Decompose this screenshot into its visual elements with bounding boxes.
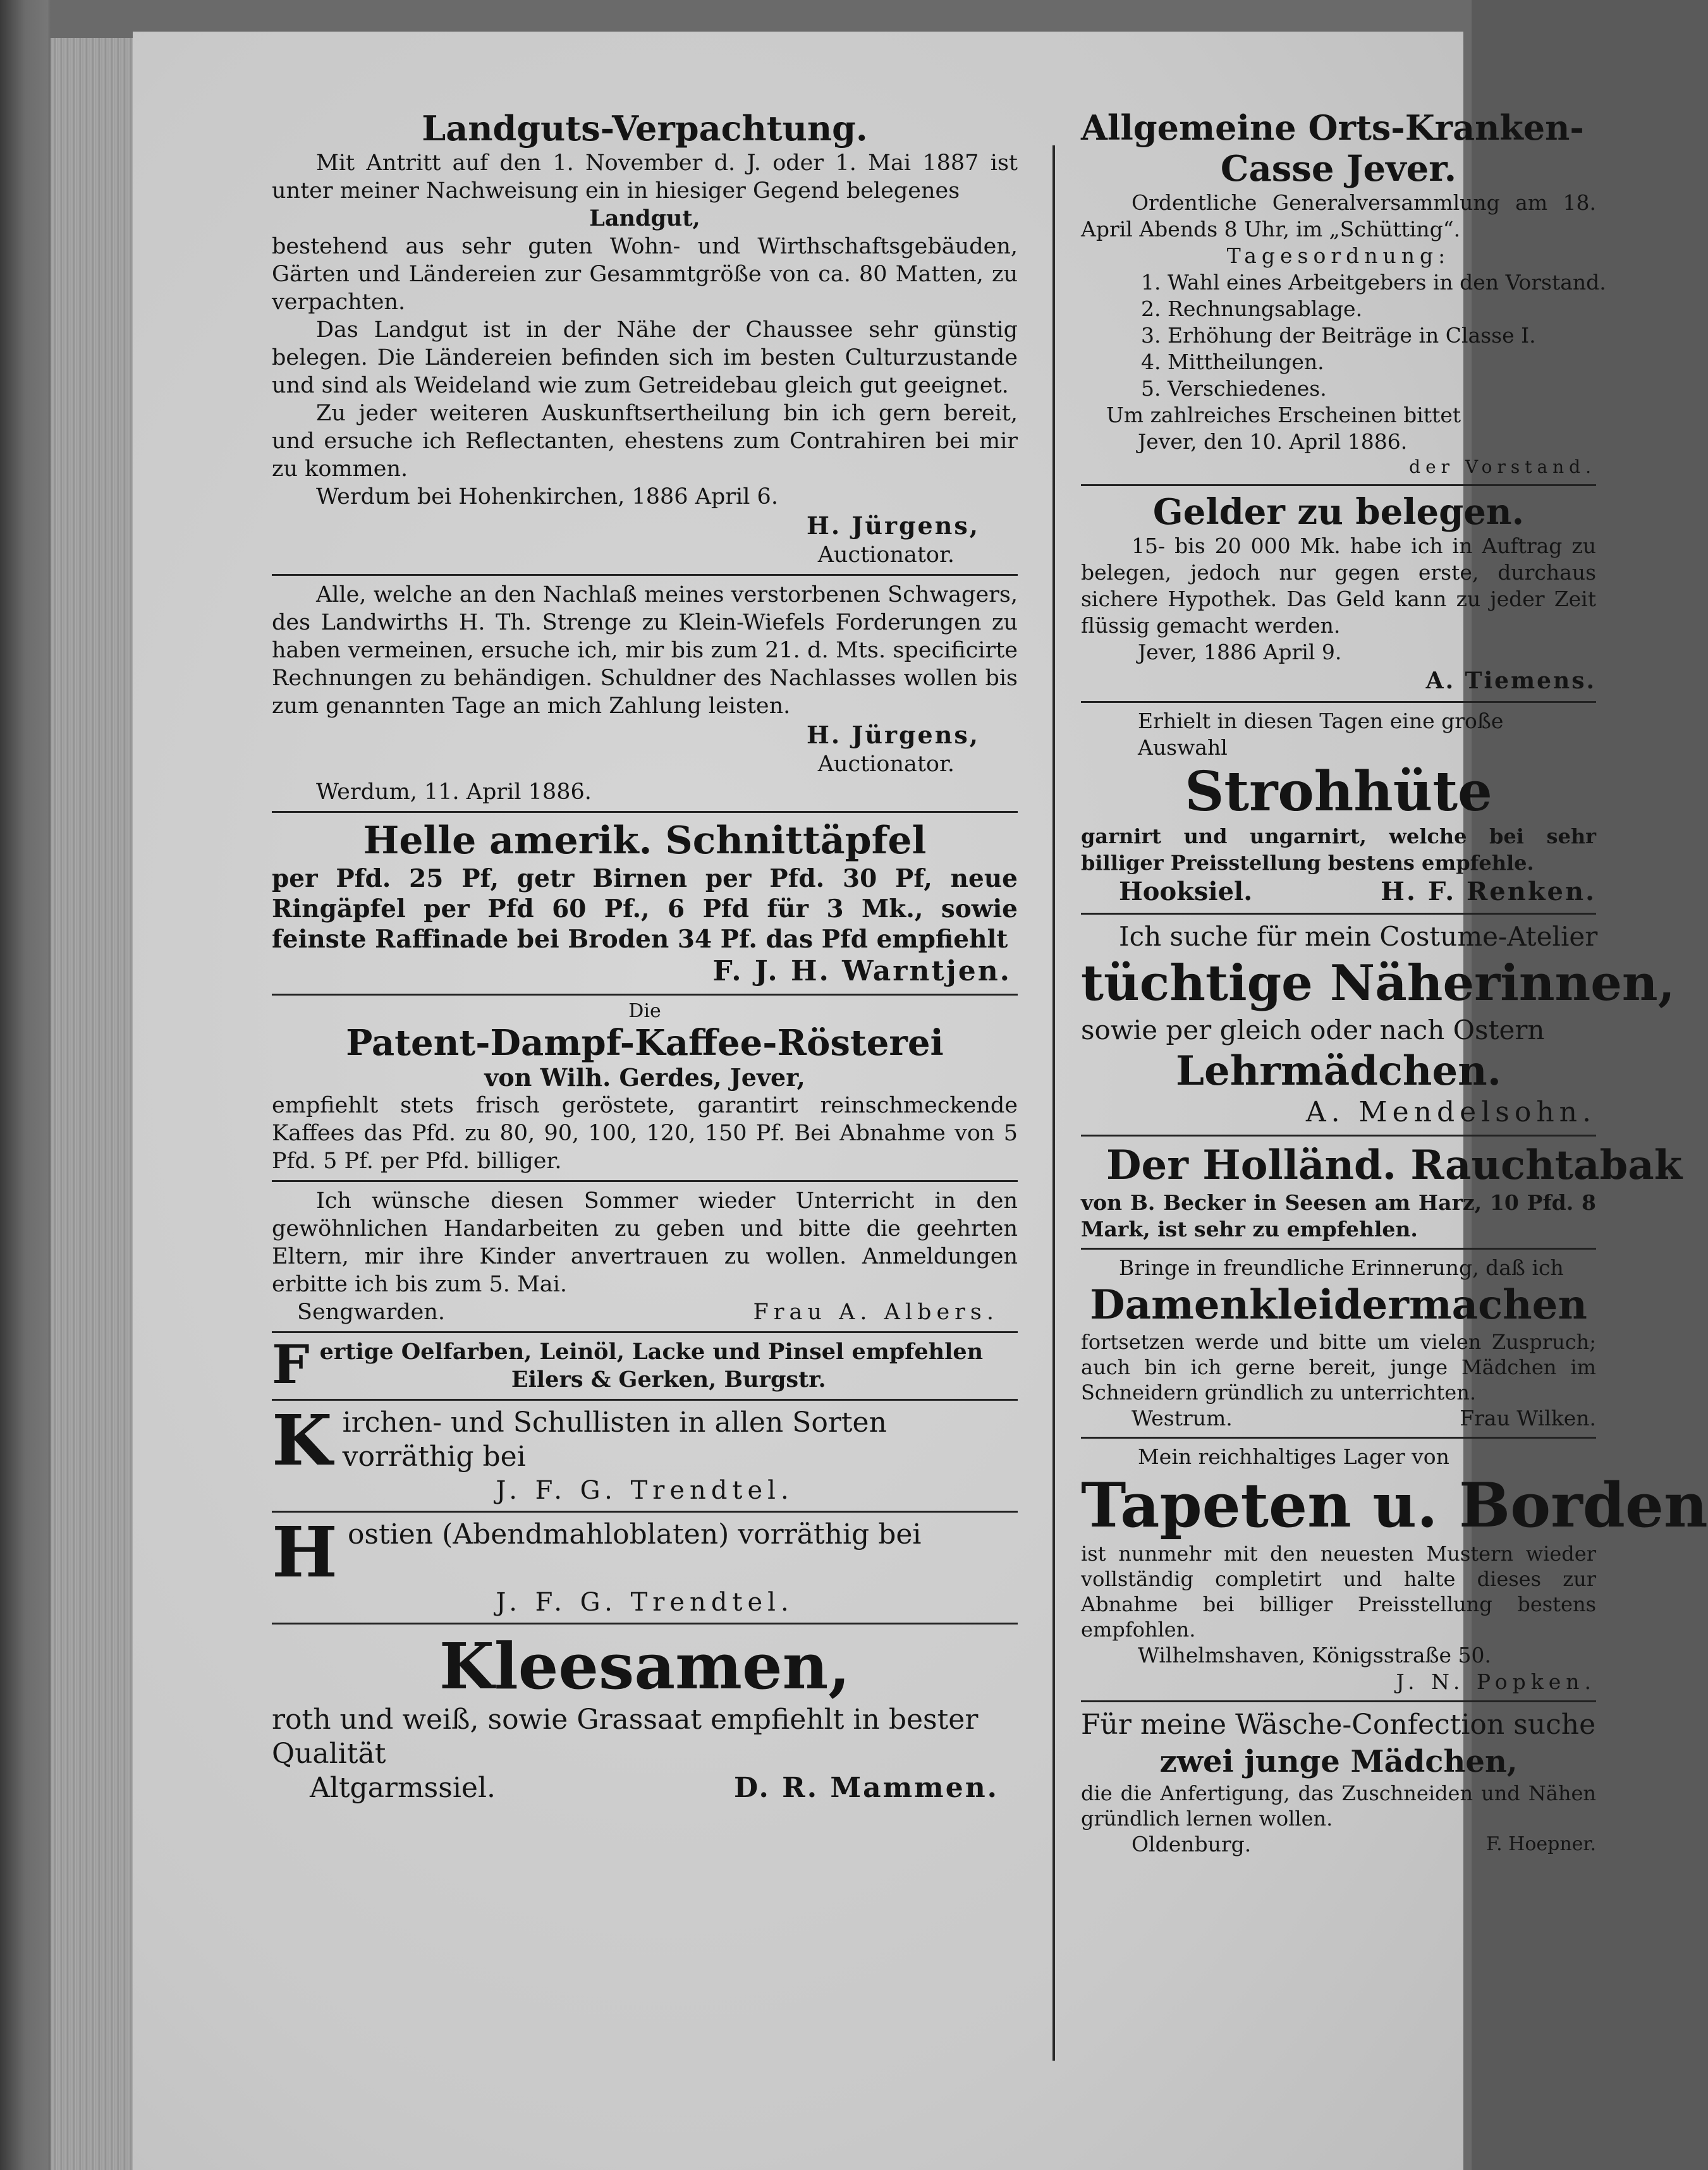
ad-landgut: [272, 107, 1018, 569]
separator: [1081, 1135, 1596, 1137]
ad-text: roth und weiß, sowie Grassaat empfiehlt in bester Qualität: [272, 1704, 979, 1770]
separator: [1081, 1700, 1596, 1702]
separator: [1081, 1248, 1596, 1250]
ad-text: garnirt und ungarnirt, welche bei sehr billiger Preisstellung bestens empfehle.: [1081, 824, 1596, 875]
ad-kirchen: [272, 1399, 1018, 1506]
separator: [272, 811, 1018, 813]
ad-place-date: Wilhelmshaven, Königsstraße 50.: [1138, 1643, 1492, 1667]
ad-rauchtabak: [1081, 1142, 1683, 1243]
separator: [272, 1511, 1018, 1513]
ad-signature: H. Jürgens,: [807, 511, 980, 540]
ad-text: Für meine Wäsche-Confection suche: [1081, 1709, 1596, 1741]
ad-signature: F. Hoepner.: [1485, 1833, 1596, 1855]
ad-subtitle: von Wilh. Gerdes, Jever,: [484, 1063, 805, 1092]
separator: [272, 574, 1018, 576]
ad-keyword: Landgut,: [589, 205, 700, 231]
ad-closing: Um zahlreiches Erscheinen bittet: [1106, 403, 1461, 427]
agenda-item: 3. Erhöhung der Beiträge in Classe I.: [1141, 323, 1536, 348]
separator: [272, 994, 1018, 996]
separator: [272, 1623, 1018, 1624]
separator: [272, 1331, 1018, 1333]
ad-title: Gelder zu belegen.: [1152, 491, 1525, 533]
ad-intro: Bringe in freundliche Erinnerung, daß ich: [1119, 1255, 1564, 1280]
ad-kleesamen: [272, 1630, 1018, 1805]
ad-intro: Mein reichhaltiges Lager von: [1138, 1444, 1449, 1469]
ad-text: irchen- und Schullisten in allen Sorten vorräthig bei: [342, 1406, 887, 1473]
ad-signature: H. Jürgens,: [807, 721, 980, 749]
ad-signature: J. F. G. Trendtel.: [496, 1588, 794, 1617]
ad-signature: Frau A. Albers.: [753, 1300, 999, 1325]
right-column: [1081, 107, 1708, 1858]
ad-signature: J. F. G. Trendtel.: [496, 1476, 794, 1505]
ad-place: Oldenburg.: [1132, 1832, 1252, 1856]
ad-text: fortsetzen werde und bitte um vielen Zuspruch; auch bin ich gerne bereit, junge Mädchen im Schneidern gründlich zu unterrichten.: [1081, 1330, 1596, 1405]
agenda-label: Tagesordnung:: [1226, 243, 1451, 268]
ad-title: Allgemeine Orts-Kranken-: [1081, 107, 1584, 148]
ad-text: Alle, welche an den Nachlaß meines verstorbenen Schwagers, des Landwirths H. Th. Strenge zu Klein-Wiefels Forderungen zu haben vermeinen, ersuche ich, mir bis zum 21. d. Mts. specificirte Rechnungen zu behändigen. Schuldner des Nachlasses wollen bis zum genannten Tage an mich Zahlung leisten.: [272, 582, 1018, 719]
ad-title: Strohhüte: [1185, 760, 1492, 824]
ad-aepfel: [272, 818, 1018, 989]
drop-cap: F: [272, 1333, 310, 1396]
ad-signature: J. N. Popken.: [1396, 1669, 1596, 1694]
ad-place-date: Werdum bei Hohenkirchen, 1886 April 6.: [316, 484, 778, 509]
agenda-list: [1081, 269, 1606, 402]
ad-title: Damenkleidermachen: [1090, 1281, 1587, 1329]
ad-farben: [272, 1333, 1018, 1396]
ad-unterricht: [272, 1187, 1018, 1326]
ad-title: Patent-Dampf-Kaffee-Rösterei: [346, 1022, 944, 1064]
ad-signature: A. Mendelsohn.: [1305, 1096, 1596, 1128]
ad-place: Sengwarden.: [297, 1300, 445, 1325]
ad-role: Auctionator.: [817, 542, 955, 568]
ad-gelder: [1081, 491, 1596, 696]
ad-title: Landguts-Verpachtung.: [422, 108, 868, 149]
book-page-edges: [51, 38, 133, 2170]
ad-text: Ich wünsche diesen Sommer wieder Unterricht in den gewöhnlichen Handarbeiten zu geben und bitte die geehrten Eltern, mir ihre Kinder anvertrauen zu wollen. Anmeldungen erbitte ich bis zum 5. Mai.: [272, 1188, 1018, 1297]
ad-title: Helle amerik. Schnittäpfel: [363, 819, 927, 863]
ad-title: zwei junge Mädchen,: [1159, 1744, 1518, 1779]
ad-text: Zu jeder weiteren Auskunftsertheilung bin ich gern bereit, und ersuche ich Reflectanten, ehestens zum Contrahiren bei mir zu kommen.: [272, 401, 1018, 482]
ad-nachlass: [272, 581, 1018, 806]
ad-title: Kleesamen,: [439, 1629, 851, 1704]
ad-tapeten: [1081, 1444, 1708, 1695]
ad-signature: Eilers & Gerken, Burgstr.: [511, 1367, 826, 1393]
separator: [1081, 484, 1596, 486]
ad-place-date: Jever, den 10. April 1886.: [1138, 429, 1408, 454]
ad-hostien: [272, 1511, 1018, 1618]
separator: [1081, 913, 1596, 915]
left-column: [272, 107, 1018, 1805]
ad-place: Altgarmssiel.: [310, 1772, 496, 1804]
ad-role: Auctionator.: [817, 752, 955, 777]
ad-text: von B. Becker in Seesen am Harz, 10 Pfd. 8 Mark, ist sehr zu empfehlen.: [1081, 1190, 1596, 1241]
separator: [272, 1399, 1018, 1401]
ad-place-date: Werdum, 11. April 1886.: [316, 779, 592, 805]
ad-signature: F. J. H. Warntjen.: [712, 955, 1011, 987]
ad-text: bestehend aus sehr guten Wohn- und Wirthschaftsgebäuden, Gärten und Ländereien zur Gesammtgröße von ca. 80 Matten, zu verpachten.: [272, 234, 1018, 315]
ad-text: sowie per gleich oder nach Ostern: [1081, 1015, 1545, 1045]
ad-text: Mit Antritt auf den 1. November d. J. oder 1. Mai 1887 ist unter meiner Nachweisung ein in hiesiger Gegend belegenes: [272, 150, 1018, 204]
ad-naeherinnen: [1081, 920, 1675, 1130]
ad-text: per Pfd. 25 Pf, getr Birnen per Pfd. 30 Pf, neue Ringäpfel per Pfd 60 Pf., 6 Pfd für 3 Mk., sowie feinste Raffinade bei Broden 34 Pf. das Pfd empfiehlt: [272, 864, 1018, 954]
ad-text: Ich suche für mein Costume-Atelier: [1119, 921, 1598, 952]
agenda-item: 5. Verschiedenes.: [1141, 376, 1327, 401]
ad-damenkleider: [1081, 1255, 1596, 1432]
ad-signature: D. R. Mammen.: [733, 1772, 999, 1804]
ad-text: 15- bis 20 000 Mk. habe ich in Auftrag zu belegen, jedoch nur gegen erste, durchaus sichere Hypothek. Das Geld kann zu jeder Zeit flüssig gemacht werden.: [1081, 533, 1596, 638]
ad-signature: H. F. Renken.: [1381, 877, 1596, 906]
ad-text: Das Landgut ist in der Nähe der Chaussee sehr günstig belegen. Die Ländereien befinden sich im besten Culturzustande und sind als Weideland wie zum Getreidebau gleich gut geeignet.: [272, 317, 1018, 398]
ad-title: Tapeten u. Borden: [1081, 1470, 1708, 1541]
ad-place-date: Jever, 1886 April 9.: [1138, 640, 1342, 664]
agenda-item: 4. Mittheilungen.: [1141, 350, 1324, 374]
ad-intro: Erhielt in diesen Tagen eine große Auswahl: [1138, 709, 1504, 760]
ad-title: Der Holländ. Rauchtabak: [1106, 1142, 1683, 1189]
ad-text: empfiehlt stets frisch geröstete, garantirt reinschmeckende Kaffees das Pfd. zu 80, 90, 100, 120, 150 Pf. Bei Abnahme von 5 Pfd. 5 Pf. per Pfd. billiger.: [272, 1093, 1018, 1174]
ad-strohhuete: [1081, 708, 1596, 908]
ad-place: Hooksiel.: [1119, 877, 1253, 906]
ad-text: ist nunmehr mit den neuesten Mustern wieder vollständig completirt und halte dieses zur Abnahme bei billiger Preisstellung bestens empfohlen.: [1081, 1542, 1596, 1642]
ad-place: Westrum.: [1132, 1406, 1233, 1430]
ad-title: Casse Jever.: [1220, 148, 1457, 190]
separator: [1081, 701, 1596, 703]
drop-cap: H: [272, 1511, 338, 1593]
ad-title: Lehrmädchen.: [1176, 1047, 1501, 1095]
ad-waesche: [1081, 1707, 1596, 1858]
newspaper-page: [133, 32, 1708, 2170]
ad-pre: Die: [628, 1000, 661, 1022]
ad-signature: Frau Wilken.: [1460, 1406, 1596, 1430]
ad-signature: der Vorstand.: [1409, 456, 1596, 477]
separator: [1081, 1437, 1596, 1439]
ad-signature: A. Tiemens.: [1425, 667, 1596, 694]
ad-text: die die Anfertigung, das Zuschneiden und Nähen gründlich lernen wollen.: [1081, 1781, 1596, 1831]
agenda-item: 1. Wahl eines Arbeitgebers in den Vorstand.: [1141, 270, 1606, 295]
ad-text: ostien (Abendmahloblaten) vorräthig bei: [347, 1518, 922, 1551]
ad-krankenkasse: [1081, 107, 1606, 479]
ad-title: tüchtige Näherinnen,: [1081, 954, 1675, 1012]
ad-kaffee: [272, 1001, 1018, 1175]
ad-text: ertige Oelfarben, Leinöl, Lacke und Pinsel empfehlen: [319, 1339, 984, 1365]
separator: [272, 1180, 1018, 1182]
drop-cap: K: [272, 1399, 332, 1481]
ad-text: Ordentliche Generalversammlung am 18. April Abends 8 Uhr, im „Schütting“.: [1081, 190, 1596, 241]
column-divider: [1052, 145, 1055, 2061]
agenda-item: 2. Rechnungsablage.: [1141, 296, 1363, 321]
